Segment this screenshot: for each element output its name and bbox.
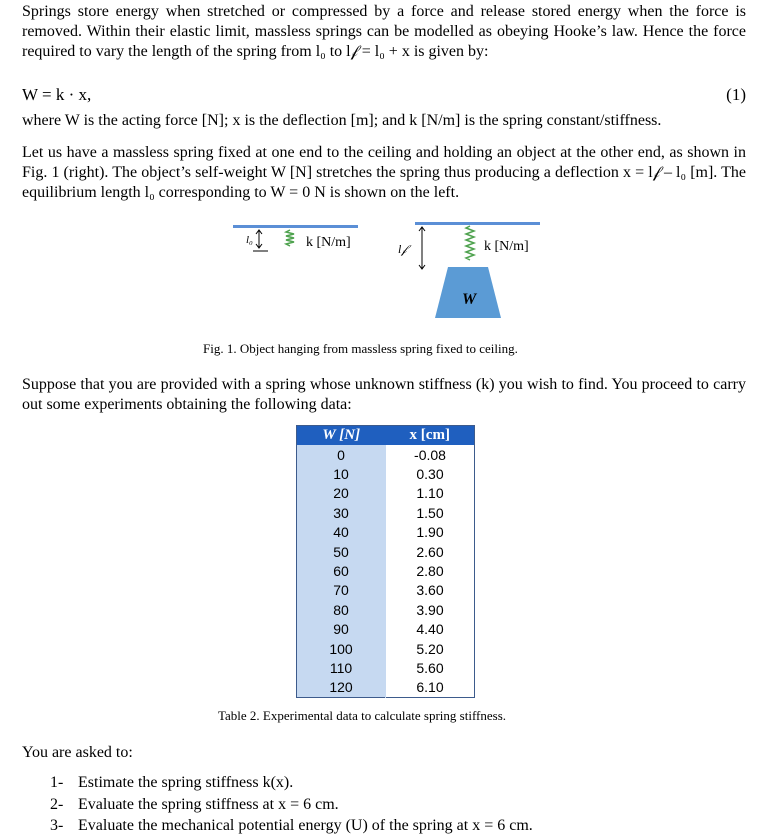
weight-cell: 20 xyxy=(297,484,386,503)
spring-figure xyxy=(220,220,560,326)
task-item xyxy=(22,772,533,794)
weight-cell: 80 xyxy=(297,600,386,619)
right-ceiling xyxy=(415,222,540,225)
weight-cell: 60 xyxy=(297,561,386,580)
table-row xyxy=(297,658,475,677)
header-deflection: x [cm] xyxy=(386,426,475,446)
deflection-cell: 4.40 xyxy=(386,620,475,639)
task-list xyxy=(22,772,533,837)
weight-cell: 40 xyxy=(297,523,386,542)
right-length-label: l𝒻 xyxy=(398,242,407,256)
left-ceiling xyxy=(233,225,358,228)
equation-number: (1) xyxy=(726,85,746,104)
left-length-label: l₀ xyxy=(246,234,253,246)
weight-label: W xyxy=(462,291,477,308)
table-row xyxy=(297,464,475,483)
weight-cell: 50 xyxy=(297,542,386,561)
deflection-cell: 6.10 xyxy=(386,678,475,698)
deflection-cell: -0.08 xyxy=(386,445,475,464)
weight-cell: 0 xyxy=(297,445,386,464)
weight-cell: 70 xyxy=(297,581,386,600)
table-row xyxy=(297,620,475,639)
weight-cell: 10 xyxy=(297,464,386,483)
experiment-paragraph: Suppose that you are provided with a spring whose unknown stiffness (k) you wish to find. You proceed to carry out some experiments obtaining the following data: xyxy=(22,376,746,413)
task-section xyxy=(22,742,533,837)
header-weight: W [N] xyxy=(297,426,386,446)
deflection-cell: 5.20 xyxy=(386,639,475,658)
intro-paragraph: Springs store energy when stretched or compressed by a force and release stored energy when the force is removed. Within their elastic limit, massless springs can be modelled as obeying Hooke’s law. Hence the force required to vary the length of the spring from l₀ to l𝒻 = l₀ + x is given by: xyxy=(22,3,746,60)
table-row xyxy=(297,639,475,658)
right-k-label: k [N/m] xyxy=(484,239,529,254)
data-table xyxy=(296,425,475,698)
table-row xyxy=(297,581,475,600)
task-text: Evaluate the spring stiffness at x = 6 cm. xyxy=(78,795,339,813)
task-text: Estimate the spring stiffness k(x). xyxy=(78,774,294,791)
weight-cell: 100 xyxy=(297,639,386,658)
deflection-cell: 2.80 xyxy=(386,561,475,580)
table-row xyxy=(297,561,475,580)
table-row xyxy=(297,600,475,619)
weight-cell: 90 xyxy=(297,620,386,639)
left-spring xyxy=(286,230,294,246)
table-row xyxy=(297,678,475,698)
equation-formula: W = k · x, xyxy=(22,85,92,104)
deflection-cell: 1.50 xyxy=(386,503,475,522)
deflection-cell: 1.10 xyxy=(386,484,475,503)
deflection-cell: 1.90 xyxy=(386,523,475,542)
table-row xyxy=(297,445,475,464)
task-item xyxy=(22,794,533,816)
weight-cell: 110 xyxy=(297,658,386,677)
equation-1 xyxy=(22,84,746,106)
deflection-cell: 2.60 xyxy=(386,542,475,561)
table-row xyxy=(297,542,475,561)
task-item xyxy=(22,815,533,837)
task-number: 3- xyxy=(50,817,64,834)
right-spring xyxy=(466,226,474,260)
deflection-cell: 3.90 xyxy=(386,600,475,619)
table-row xyxy=(297,523,475,542)
table-row xyxy=(297,503,475,522)
table-caption: Table 2. Experimental data to calculate spring stiffness. xyxy=(218,708,507,723)
weight-cell: 30 xyxy=(297,503,386,522)
task-number: 2- xyxy=(50,795,64,813)
left-k-label: k [N/m] xyxy=(306,235,351,250)
deflection-cell: 3.60 xyxy=(386,581,475,600)
deflection-cell: 5.60 xyxy=(386,658,475,677)
weight-cell: 120 xyxy=(297,678,386,698)
setup-paragraph: Let us have a massless spring fixed at one end to the ceiling and holding an object at the other end, as shown in Fig. 1 (right). The object’s self-weight W [N] stretches the spring thus producing a deflection x = l𝒻 – l₀ [m]. The equilibrium length l₀ corresponding to W = 0 N is shown on the left. xyxy=(22,144,746,201)
table-header-row xyxy=(297,426,475,446)
where-paragraph: where W is the acting force [N]; x is the deflection [m]; and k [N/m] is the spring constant/stiffness. xyxy=(22,112,662,129)
table-row xyxy=(297,484,475,503)
task-text: Evaluate the mechanical potential energy (U) of the spring at x = 6 cm. xyxy=(78,817,533,834)
task-number: 1- xyxy=(50,774,64,791)
figure-caption: Fig. 1. Object hanging from massless spring fixed to ceiling. xyxy=(203,341,518,356)
tasks-intro: You are asked to: xyxy=(22,744,133,761)
deflection-cell: 0.30 xyxy=(386,464,475,483)
